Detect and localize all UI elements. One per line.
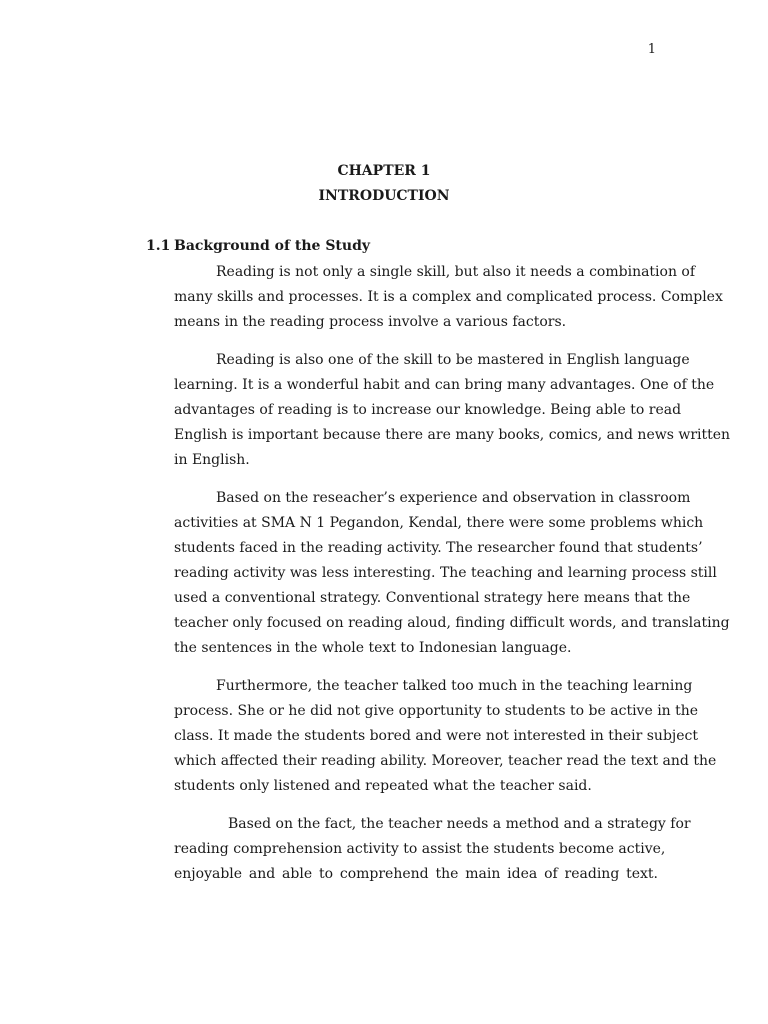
paragraph-line: enjoyable and able to comprehend the main idea of reading text. [174,866,658,882]
paragraph-line: Based on the fact, the teacher needs a method and a strategy for [228,816,691,832]
paragraph-line: Reading is not only a single skill, but also it needs a combination of [216,264,696,280]
section-number: 1.1 [146,238,171,254]
paragraph-line: class. It made the students bored and were not interested in their subject [174,728,699,744]
paragraph-line: teacher only focused on reading aloud, finding difficult words, and translating [174,615,730,631]
paragraph-line: the sentences in the whole text to Indonesian language. [174,640,572,656]
paragraph-line: English is important because there are many books, comics, and news written [174,427,731,443]
section-title: Background of the Study [174,238,370,254]
paragraph-4 [174,674,717,799]
paragraph-line: which affected their reading ability. Moreover, teacher read the text and the [174,753,717,769]
page-number: 1 [647,42,656,57]
paragraph-line: process. She or he did not give opportunity to students to be active in the [174,703,699,719]
paragraph-line: advantages of reading is to increase our knowledge. Being able to read [174,402,682,418]
paragraph-line: learning. It is a wonderful habit and can bring many advantages. One of the [174,377,715,393]
section-heading [146,238,370,254]
paragraph-2 [174,348,731,473]
chapter-title: INTRODUCTION [318,188,450,204]
paragraph-line: reading comprehension activity to assist the students become active, [174,841,666,857]
paragraph-line: activities at SMA N 1 Pegandon, Kendal, there were some problems which [174,515,704,531]
paragraph-3 [174,486,730,661]
paragraph-line: Furthermore, the teacher talked too much in the teaching learning [216,678,693,694]
paragraph-line: students only listened and repeated what the teacher said. [174,778,592,794]
paragraph-1 [174,260,723,335]
paragraph-line: Reading is also one of the skill to be mastered in English language [216,352,690,368]
paragraph-line: Based on the reseacher’s experience and observation in classroom [216,490,691,506]
paragraph-5 [174,812,691,887]
paragraph-line: many skills and processes. It is a complex and complicated process. Complex [174,289,723,305]
paragraph-line: in English. [174,452,250,468]
paragraph-line: means in the reading process involve a various factors. [174,314,567,330]
paragraph-line: students faced in the reading activity. The researcher found that students’ [174,540,703,556]
paragraph-line: reading activity was less interesting. The teaching and learning process still [174,565,717,581]
paragraph-line: used a conventional strategy. Conventional strategy here means that the [174,590,691,606]
chapter-label: CHAPTER 1 [337,163,431,179]
